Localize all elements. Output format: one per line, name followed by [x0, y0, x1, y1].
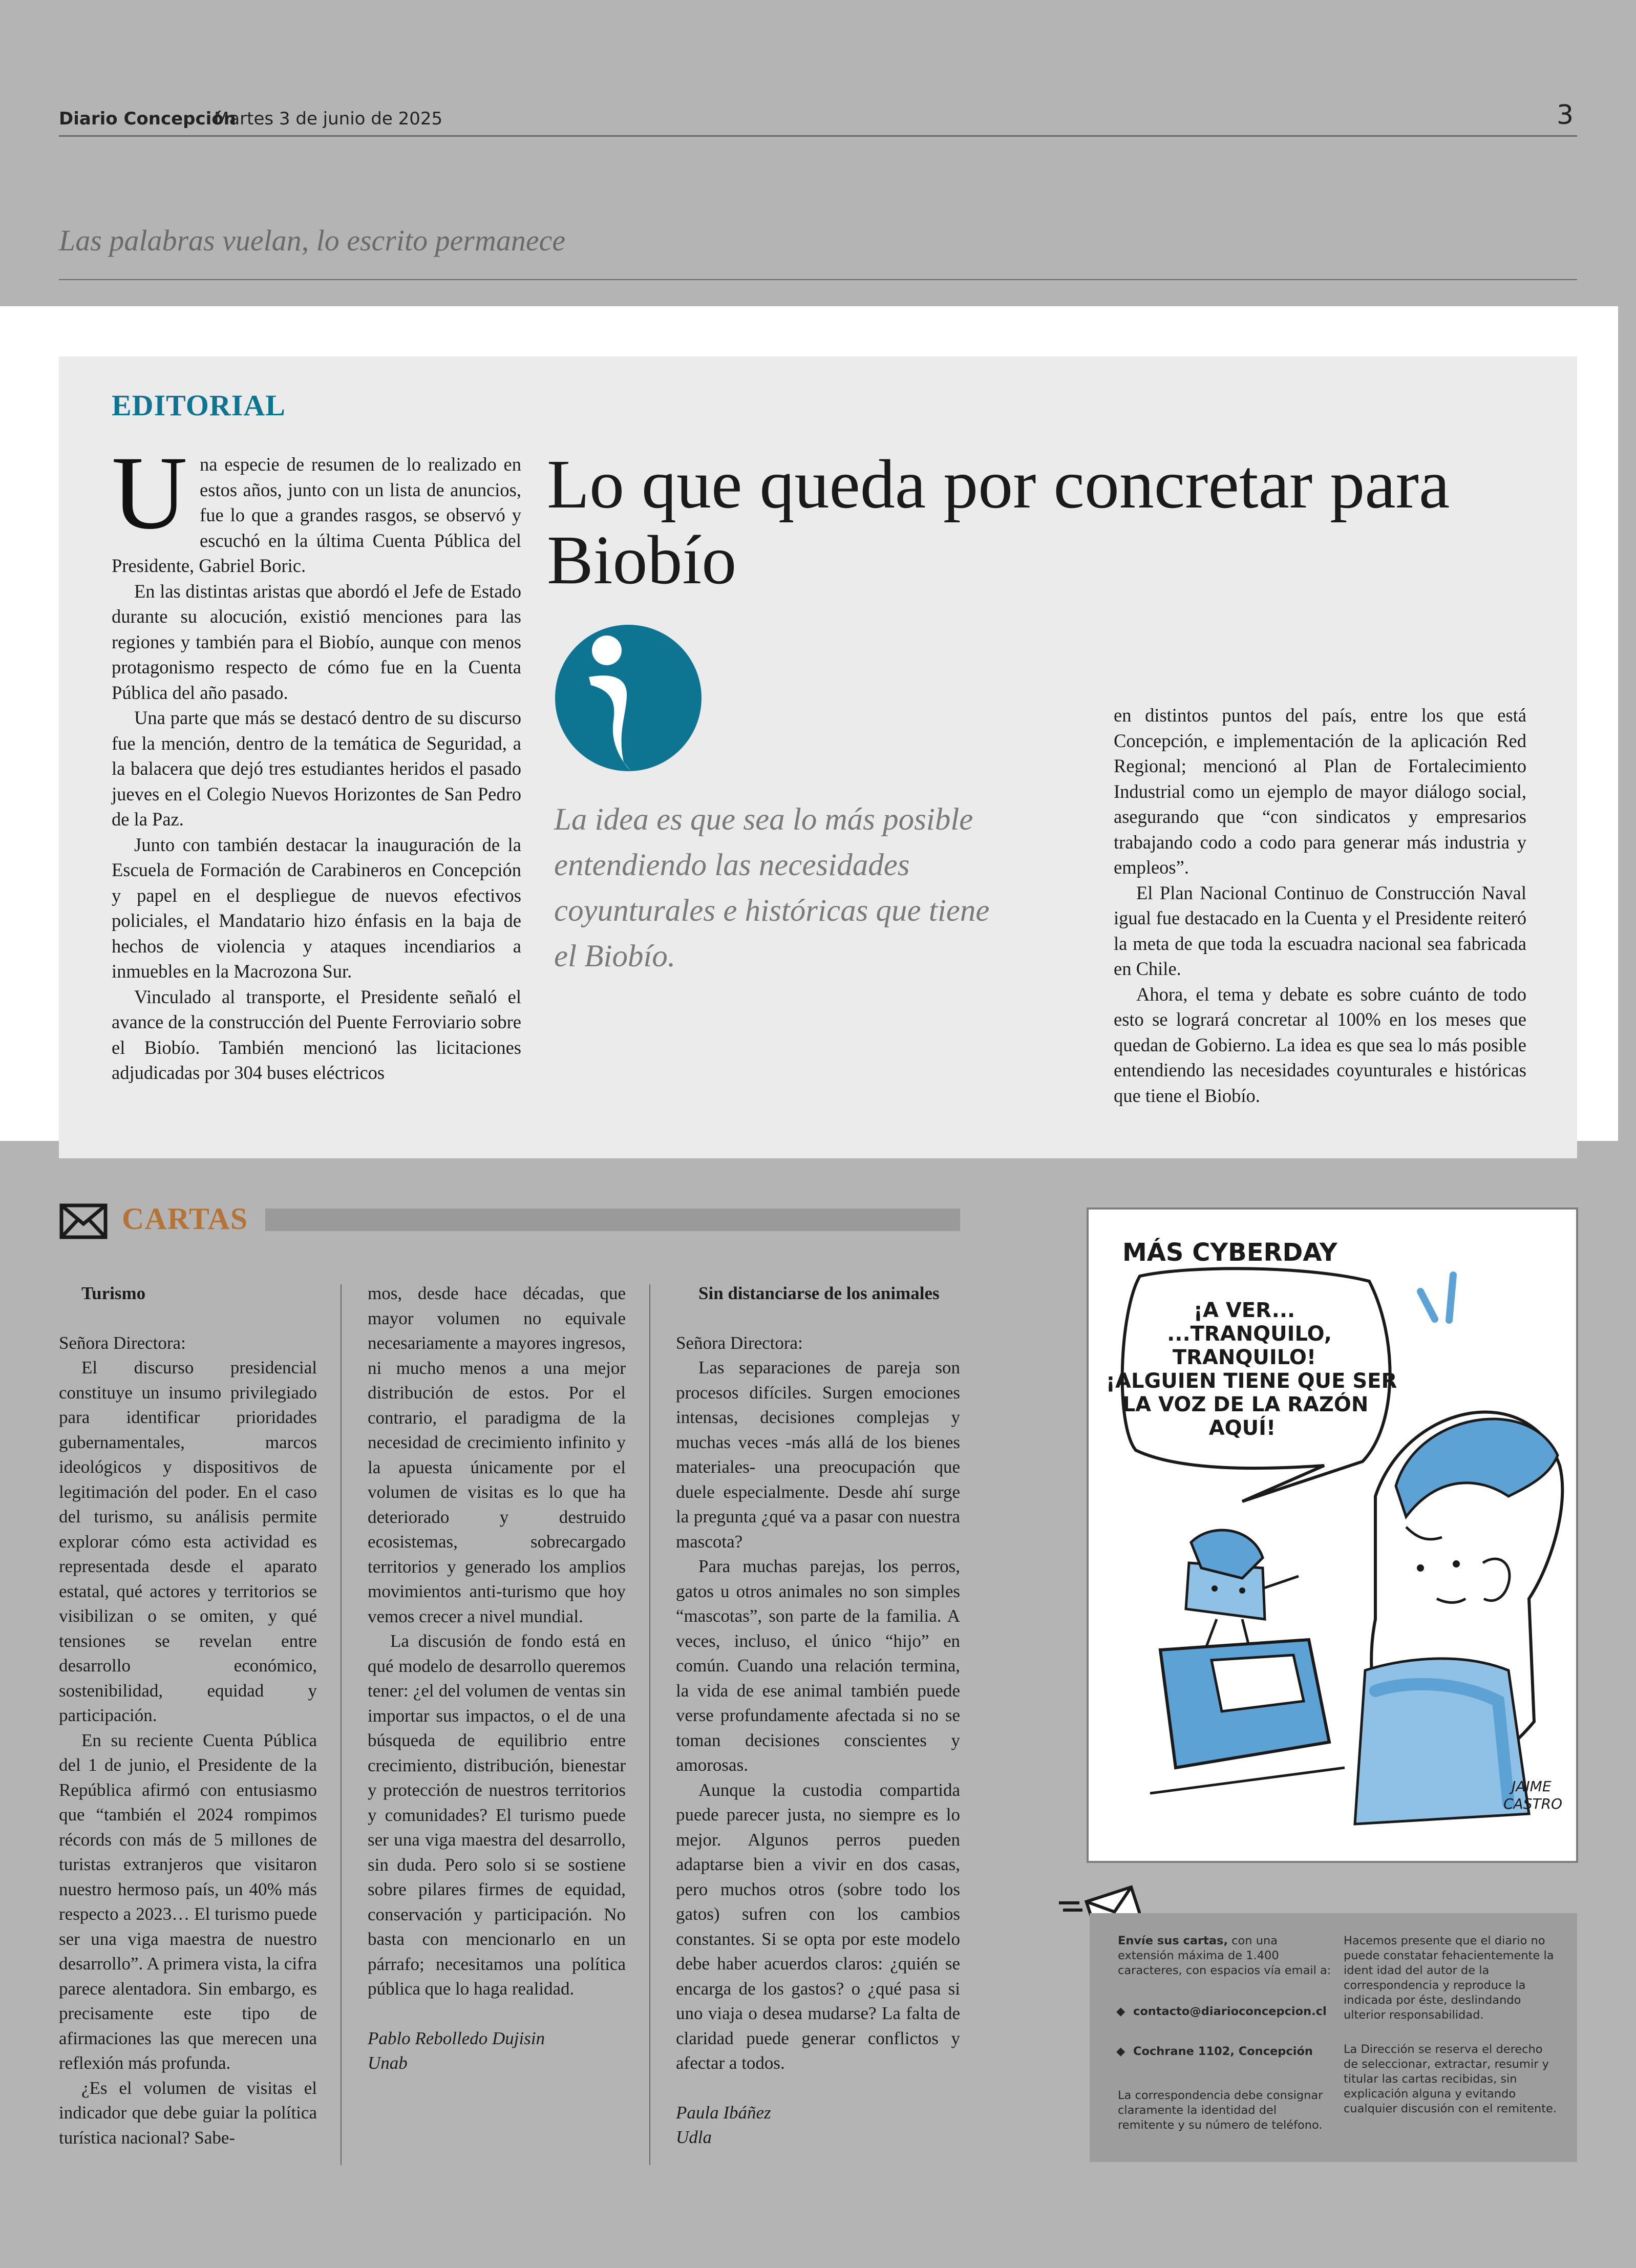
cartoon-character [1355, 1412, 1562, 1824]
masthead-rule [59, 135, 1577, 137]
svg-text:...TRANQUILO,: ...TRANQUILO, [1167, 1322, 1332, 1346]
section-tagline: Las palabras vuelan, lo escrito permanece [59, 224, 566, 257]
desk-line [1150, 1768, 1345, 1793]
letter-paragraph: La discusión de fondo está en qué modelo de desarrollo queremos tener: ¿el del volumen de ventas sin importar sus impactos, o el de una búsqueda de equilibrio entre crecimiento, distribución, bienestar y protección de nuestros territorios y comunidades? El turismo puede ser una viga maestra del desarrollo, sin duda. Pero solo si se sostiene sobre pilares firmes de equidad, conservación y participación. No basta con mencionarlo en un párrafo; necesitamos una política pública que lo haga realidad. [368, 1631, 626, 1999]
editorial-headline: Lo que queda por concretar para Biobío [547, 446, 1450, 599]
envelope-icon [59, 1203, 108, 1239]
diamond-bullet-icon: ◆ [1116, 2045, 1133, 2058]
masthead-date: Martes 3 de junio de 2025 [214, 109, 443, 129]
editorial-paragraph: En las distintas aristas que abordó el Jefe de Estado durante su alocución, existió menciones para las regiones y también para el Biobío, aunque con menos protagonismo respecto de cómo fue en la Cuenta Pública del año pasado. [112, 580, 521, 703]
letter-author: Paula Ibáñez [676, 2102, 771, 2123]
svg-text:¡A VER...: ¡A VER... [1193, 1299, 1295, 1322]
letter-paragraph: El discurso presidencial constituye un insumo privilegiado para identificar prioridades gubernamentales, marcos ideológicos y dispositivos de legitimación del poder. En el caso del turismo, su análisis permite explorar cómo esta actividad es representada desde el aparato estatal, qué actores y territorios se visibilizan o se omiten, y qué tensiones se revelan entre desarrollo económico, sostenibilidad, equidad y participación. [59, 1358, 317, 1725]
tagline-rule [59, 279, 1577, 280]
editorial-paragraph: Vinculado al transporte, el Presidente señaló el avance de la construcción del Puente Ferroviario sobre el Biobío. También mencionó las licitaciones adjudicadas por 304 buses eléctricos [112, 986, 521, 1083]
letter-title: Sin distanciarse de los animales [698, 1283, 940, 1303]
info-icon [554, 624, 703, 772]
letter-turismo-column-b [368, 1281, 626, 2076]
svg-text:TRANQUILO!: TRANQUILO! [1172, 1346, 1316, 1369]
editorial-paragraph: Una parte que más se destacó dentro de su discurso fue la mención, dentro de la temática de Seguridad, a la balacera que dejó tres estudiantes heridos el pasado jueves en el Colegio Nuevos Horizontes de San Pedro de la Paz. [112, 707, 521, 830]
cartas-header-bar [265, 1209, 960, 1231]
letter-affiliation: Udla [676, 2127, 712, 2147]
cartoon-title [1122, 1238, 1338, 1267]
editorial-paragraph: El Plan Nacional Continuo de Construcción Naval igual fue destacado en la Cuenta y el Presidente reiteró la meta de que toda la escuadra nacional sea fabricada en Chile. [1114, 882, 1526, 979]
letter-animales-column [676, 1281, 960, 2150]
tablet-screen [1212, 1655, 1304, 1711]
letter-turismo-column-a [59, 1281, 317, 2150]
info-address: ◆ Cochrane 1102, Concepción [1116, 2045, 1313, 2058]
svg-text:LA VOZ DE LA RAZÓN: LA VOZ DE LA RAZÓN [1122, 1393, 1369, 1416]
info-consign-note: La correspondencia debe consignar claramente la identidad del remitente y su número de teléfono. [1118, 2089, 1323, 2132]
editorial-drop-cap: U [112, 435, 188, 551]
editorial-column-1 [112, 435, 521, 1086]
editorial-paragraph: en distintos puntos del país, entre los que está Concepción, e implementación de la aplicación Red Regional; mencionó al Plan de Fortalecimiento Industrial como un ejemplo de mayor diálogo social, asegurando que “con sindicatos y empresarios trabajando codo a codo para generar más industria y empleos”. [1114, 705, 1526, 878]
letter-paragraph: ¿Es el volumen de visitas el indicador que debe guiar la política turística nacional? Sabe- [59, 2078, 317, 2148]
info-notice-1: Hacemos presente que el diario no puede constatar fehacientemente la ident idad del autor de la correspondencia y reproduce la indicada por éste, deslindando ulterior responsabilidad. [1344, 1934, 1554, 2022]
letter-affiliation: Unab [368, 2053, 408, 2073]
svg-text:JAIME: JAIME [1512, 1778, 1552, 1795]
letter-salutation: Señora Directora: [59, 1332, 186, 1353]
cartoonist-signature [1503, 1778, 1562, 1812]
info-send-instructions: Envíe sus cartas, con una extensión máxima de 1.400 caracteres, con espacios vía email a: [1118, 1934, 1331, 1977]
editorial-column-3 [1114, 703, 1526, 1108]
editorial-paragraph: Una especie de resumen de lo realizado en estos años, junto con un lista de anuncios, fue lo que a grandes rasgos, se observó y escuchó en la última Cuenta Pública del Presidente, Gabriel Boric. [112, 435, 521, 576]
letter-paragraph: Para muchas parejas, los perros, gatos u otros animales no son simples “mascotas”, son parte de la familia. A veces, incluso, el único “hijo” en común. Cuando una relación termina, la vida de ese animal también puede verse profundamente afectada si no se toman decisiones conscientes y amorosas. [676, 1556, 960, 1775]
svg-text:AQUÍ!: AQUÍ! [1208, 1416, 1276, 1440]
editorial-pull-quote: La idea es que sea lo más posible entendiendo las necesidades coyunturales e históricas que tiene el Biobío. [554, 802, 990, 973]
column-divider [649, 1284, 650, 2165]
letter-author: Pablo Rebolledo Dujisin [368, 2028, 545, 2048]
editorial-cartoon [1087, 1207, 1578, 1863]
motion-mark [1449, 1275, 1453, 1320]
editorial-paragraph: Junto con también destacar la inauguración de la Escuela de Formación de Carabineros en Concepción y papel en el despliegue de nuevos efectivos policiales, el Mandatario hizo énfasis en la baja de hechos de violencia y ataques incendiarios a inmuebles en la Macrozona Sur. [112, 834, 521, 982]
letter-paragraph: mos, desde hace décadas, que mayor volumen no equivale necesariamente a mayores ingresos, ni mucho menos a una mejor distribución de estos. Por el contrario, el paradigma de la necesidad de crecimiento infinito y la apuesta únicamente por el volumen de visitas es lo que ha deteriorado y destruido ecosistemas, sobrecargado territorios y generado los amplios movimientos anti-turismo que hoy vemos crecer a nivel mundial. [368, 1283, 626, 1626]
page-number: 3 [1557, 100, 1574, 131]
letter-paragraph: En su reciente Cuenta Pública del 1 de junio, el Presidente de la República afirmó con entusiasmo que “también el 2024 rompimos récords con más de 5 millones de turistas extranjeros que visitaron nuestro hermoso país, un 40% más respecto a 2023… El turismo puede ser una viga maestra de nuestro desarrollo”. A primera vista, la cifra parece alentadora. Sin embargo, es precisamente este tipo de afirmaciones las que merecen una reflexión más profunda. [59, 1730, 317, 2073]
masthead-paper-name: Diario Concepción [59, 109, 236, 129]
letter-title: Turismo [81, 1283, 146, 1303]
svg-text:MÁS CYBERDAY: MÁS CYBERDAY [1122, 1238, 1337, 1267]
svg-text:¡ALGUIEN TIENE QUE SER: ¡ALGUIEN TIENE QUE SER [1106, 1369, 1397, 1393]
info-email[interactable]: ◆ contacto@diarioconcepcion.cl [1116, 2005, 1327, 2018]
info-notice-2: La Dirección se reserva el derecho de seleccionar, extractar, resumir y titular las cartas recibidas, sin explicación alguna y evitando cualquier discusión con el remitente. [1344, 2043, 1557, 2115]
editorial-paragraph: Ahora, el tema y debate es sobre cuánto de todo esto se logrará concretar al 100% en los meses que quedan de Gobierno. La idea es que sea lo más posible entendiendo las necesidades coyunturales e históricas que tiene el Biobío. [1114, 983, 1526, 1106]
letter-paragraph: Las separaciones de pareja son procesos difíciles. Surgen emociones intensas, decisiones complejas y muchas veces -más allá de los bienes materiales- una preocupación que duele especialmente. Desde ahí surge la pregunta ¿qué va a pasar con nuestra mascota? [676, 1358, 960, 1552]
svg-text:CASTRO: CASTRO [1503, 1795, 1563, 1812]
motion-mark [1420, 1291, 1435, 1319]
letter-salutation: Señora Directora: [676, 1332, 803, 1353]
editorial-section-label: EDITORIAL [112, 389, 286, 422]
letter-paragraph: Aunque la custodia compartida puede parecer justa, no siempre es lo mejor. Algunos perros pueden adaptarse bien a vivir en dos casas, pero muchos otros (sobre todo los gatos) sufren con los cambios constantes. Si se opta por este modelo debe haber acuerdos claros: ¿quién se encarga de los gastos? o ¿qué pasa si uno viaja o desea mudarse? La falta de claridad puede generar conflictos y afectar a todos. [676, 1779, 960, 2073]
column-divider [341, 1284, 342, 2165]
diamond-bullet-icon: ◆ [1116, 2005, 1133, 2018]
cartas-section-label: CARTAS [122, 1202, 248, 1236]
